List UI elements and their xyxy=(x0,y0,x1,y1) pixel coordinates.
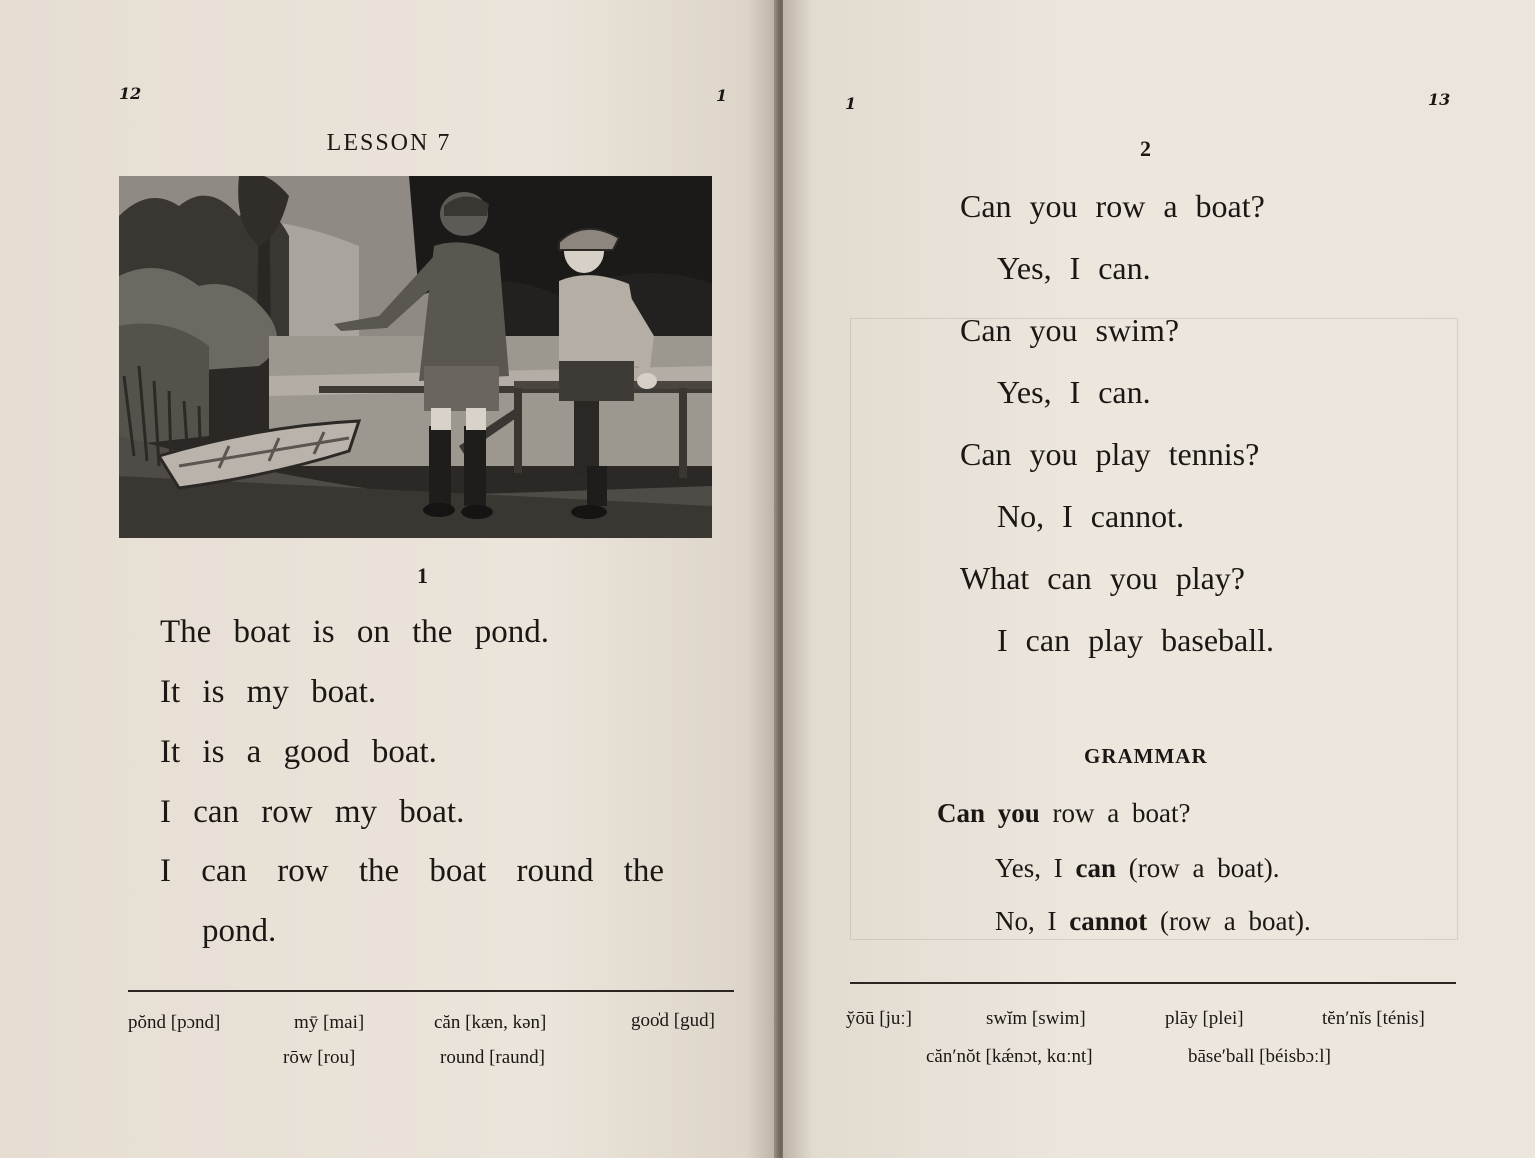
reading-line: pond. xyxy=(202,913,277,949)
vocab-entry: mȳ [mai] xyxy=(294,1012,365,1033)
grammar-text: (row a boat). xyxy=(1160,906,1311,936)
lesson-title: LESSON 7 xyxy=(326,130,452,156)
grammar-emphasis: can xyxy=(1075,853,1117,883)
section-number: 1 xyxy=(417,563,428,588)
grammar-emphasis: Can you xyxy=(937,798,1040,828)
corner-mark: 1 xyxy=(845,94,857,113)
vocab-entry: tĕn′nĭs [ténis] xyxy=(1322,1008,1425,1029)
dialogue-line: Yes, I can. xyxy=(997,374,1151,410)
dialogue-line: No, I cannot. xyxy=(997,498,1185,534)
dialogue-line: What can you play? xyxy=(960,560,1245,596)
vocab-entry: plāy [plei] xyxy=(1165,1008,1244,1029)
vocab-entry: goo̍d [gud] xyxy=(631,1010,715,1031)
grammar-heading: GRAMMAR xyxy=(1084,744,1208,768)
dialogue-line: Can you play tennis? xyxy=(960,436,1260,472)
reading-line: I can row the boat round the xyxy=(160,853,665,889)
section-number: 2 xyxy=(1140,136,1151,161)
grammar-text: Yes, I xyxy=(995,853,1063,883)
reading-line: It is a good boat. xyxy=(160,734,437,770)
vocab-entry: căn′nŏt [kǽnɔt, kɑːnt] xyxy=(926,1046,1093,1067)
grammar-line-2 xyxy=(995,853,1279,884)
vocab-entry: swĭm [swim] xyxy=(986,1008,1086,1029)
page-number: 13 xyxy=(1428,90,1451,109)
grammar-line-1 xyxy=(937,798,1190,829)
page-number: 12 xyxy=(119,84,142,103)
grammar-text: No, I xyxy=(995,906,1057,936)
footnote-rule xyxy=(128,990,734,992)
dialogue-line: Can you swim? xyxy=(960,312,1180,348)
vocab-entry: pŏnd [pɔnd] xyxy=(128,1012,221,1033)
dialogue-line: I can play baseball. xyxy=(997,622,1274,658)
corner-mark: 1 xyxy=(716,86,728,105)
grammar-text: (row a boat). xyxy=(1128,853,1280,883)
footnote-rule xyxy=(850,982,1456,984)
grammar-emphasis: cannot xyxy=(1069,906,1148,936)
reading-line: The boat is on the pond. xyxy=(160,614,549,650)
grammar-text: row a boat? xyxy=(1052,798,1191,828)
reading-line: I can row my boat. xyxy=(160,794,465,830)
vocab-entry: rōw [rou] xyxy=(283,1047,356,1068)
vocab-entry: bāse′ball [béisbɔːl] xyxy=(1188,1046,1331,1067)
dialogue-line: Can you row a boat? xyxy=(960,188,1265,224)
reading-line: It is my boat. xyxy=(160,674,377,710)
grammar-line-3 xyxy=(995,906,1311,937)
vocab-entry: căn [kæn, kən] xyxy=(434,1012,547,1033)
dialogue-line: Yes, I can. xyxy=(997,250,1151,286)
vocab-entry: y̆ōū [juː] xyxy=(846,1008,912,1029)
illustration-boys-at-pond xyxy=(119,176,712,538)
vocab-entry: round [raund] xyxy=(440,1047,545,1068)
